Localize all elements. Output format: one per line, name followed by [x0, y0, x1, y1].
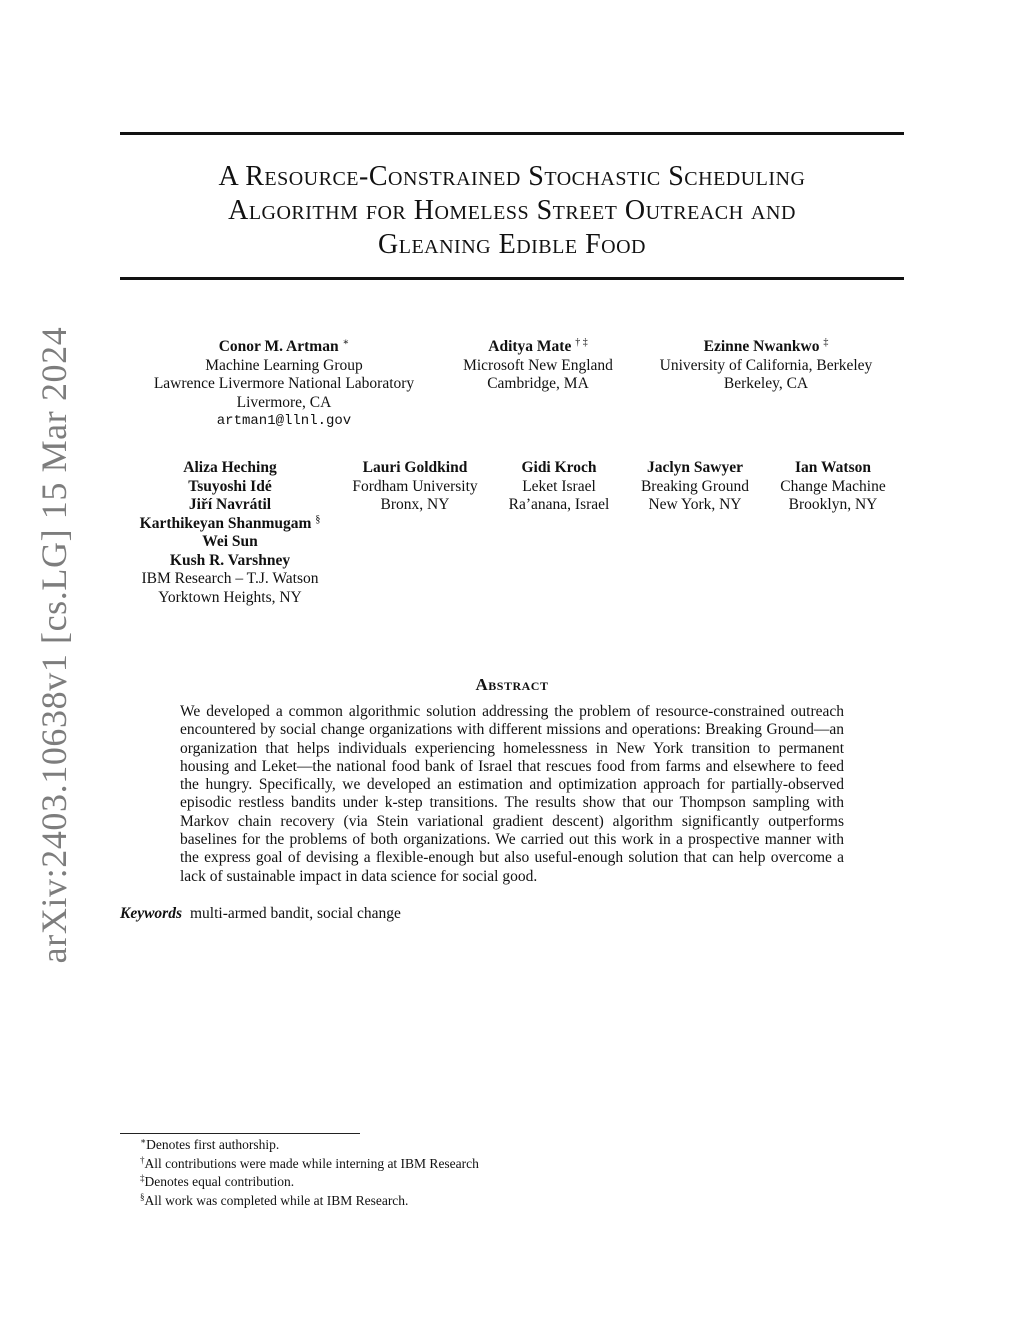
- author-name: Kush R. Varshney: [169, 551, 291, 569]
- author-location: Livermore, CA: [236, 393, 332, 411]
- author-email[interactable]: artman1@llnl.gov: [216, 413, 352, 429]
- author-watson: [770, 459, 896, 515]
- keywords-value: multi-armed bandit, social change: [190, 905, 401, 922]
- footnote-mark: ∗: [140, 1136, 147, 1146]
- author-location: New York, NY: [648, 496, 742, 513]
- author-name: Ezinne Nwankwo: [703, 338, 820, 355]
- arxiv-identifier: arXiv:2403.10638v1 [cs.LG] 15 Mar 2024: [34, 326, 74, 964]
- author-artman: [144, 338, 424, 431]
- author-affiliation: IBM Research – T.J. Watson: [141, 570, 319, 587]
- title-line-3: Gleaning Edible Food: [378, 229, 646, 260]
- author-affiliation: Change Machine: [780, 477, 886, 495]
- title-rule-top: [120, 132, 904, 135]
- footnote: [140, 1192, 479, 1211]
- keywords: [120, 905, 401, 923]
- author-goldkind: [340, 459, 490, 515]
- author-name: Aliza Heching: [183, 459, 277, 476]
- author-mate: [448, 338, 628, 394]
- footnote: [140, 1155, 479, 1174]
- author-mark: §: [315, 513, 321, 525]
- author-mark: ‡: [823, 337, 829, 348]
- footnote-text: Denotes first authorship.: [146, 1137, 280, 1152]
- author-name: Conor M. Artman: [218, 338, 339, 355]
- author-location: Brooklyn, NY: [788, 496, 878, 513]
- author-name: Karthikeyan Shanmugam: [139, 514, 312, 532]
- title-line-2: Algorithm for Homeless Street Outreach and: [228, 195, 796, 226]
- title-line-1: A Resource-Constrained Stochastic Scheduling: [218, 161, 806, 192]
- author-location: Berkeley, CA: [723, 375, 809, 392]
- author-name: Ian Watson: [795, 459, 871, 476]
- author-name: Wei Sun: [202, 533, 258, 550]
- footnote-rule: [120, 1133, 360, 1134]
- author-affiliation: Lawrence Livermore National Laboratory: [153, 375, 415, 392]
- author-name: Aditya Mate: [488, 338, 572, 355]
- author-mark: ∗: [342, 337, 350, 348]
- author-name: Lauri Goldkind: [362, 459, 468, 476]
- abstract-heading: Abstract: [475, 675, 549, 694]
- abstract-text: We developed a common algorithmic solution addressing the problem of resource-constrained outreach encountered by social change organizations with different missions and operations: Breaking Ground—an organization that helps individuals experiencing homelessness in New York transition to permanent housing and Leket—the national food bank of Israel that rescues food from farms and elsewhere to feed the hungry. Specifically, we developed an estimation and optimization approach for partially-observed episodic restless bandits under k-step transitions. The results show that our Thompson sampling with Markov chain recovery (via Stein variational gradient descent) algorithm significantly outperforms baselines for the problems of both organizations. We carried out this work in a prospective manner with the express goal of devising a flexible-enough but also useful-enough solution that can help overcome a lack of sustainable impact in data science for social good.: [180, 703, 844, 885]
- footnotes: [140, 1136, 479, 1210]
- author-kroch: [494, 459, 624, 515]
- author-name: Jiří Navrátil: [188, 496, 272, 513]
- author-nwankwo: [646, 338, 886, 394]
- author-affiliation: Breaking Ground: [640, 477, 750, 495]
- author-location: Cambridge, MA: [487, 375, 589, 392]
- author-name: Tsuyoshi Idé: [188, 477, 272, 495]
- author-mark: † ‡: [575, 337, 588, 348]
- paper-title: [120, 160, 904, 262]
- author-group-ibm: [120, 459, 340, 607]
- author-sawyer: [630, 459, 760, 515]
- footnote-text: Denotes equal contribution.: [144, 1174, 295, 1189]
- author-affiliation: Fordham University: [352, 477, 478, 495]
- author-name: Jaclyn Sawyer: [646, 459, 743, 476]
- author-location: Yorktown Heights, NY: [158, 588, 302, 606]
- author-location: Ra’anana, Israel: [508, 496, 610, 513]
- author-location: Bronx, NY: [380, 496, 450, 513]
- footnote: [140, 1173, 479, 1192]
- footnote-text: All contributions were made while interning at IBM Research: [144, 1155, 479, 1171]
- author-affiliation: Microsoft New England: [463, 356, 613, 374]
- footnote-text: All work was completed while at IBM Research.: [144, 1192, 409, 1208]
- author-affiliation: Machine Learning Group: [205, 356, 363, 374]
- author-affiliation: University of California, Berkeley: [659, 356, 873, 374]
- footnote: [140, 1136, 479, 1155]
- keywords-label: Keywords: [120, 905, 182, 922]
- author-affiliation: Leket Israel: [522, 477, 596, 495]
- title-rule-bottom: [120, 277, 904, 280]
- footnote-mark: †: [140, 1154, 145, 1165]
- footnote-mark: §: [140, 1191, 145, 1202]
- author-name: Gidi Kroch: [521, 459, 597, 476]
- footnote-mark: ‡: [140, 1173, 145, 1183]
